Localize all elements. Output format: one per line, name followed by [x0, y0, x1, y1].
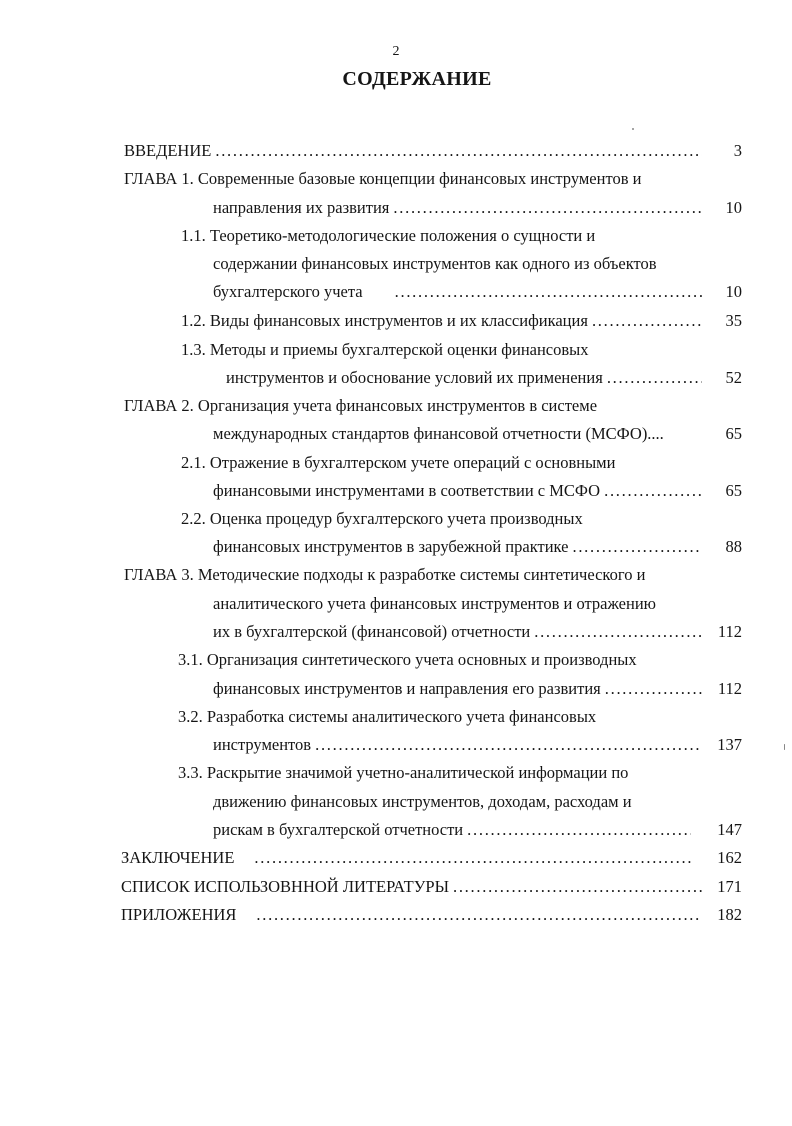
toc-entry-references — [121, 873, 702, 901]
toc-page-number: 52 — [725, 368, 742, 387]
toc-entry-section-3-2-cont — [213, 731, 702, 759]
toc-entry-title: ГЛАВА 2. Организация учета финансовых инструментов в системе — [124, 396, 598, 415]
toc-page-number: 10 — [725, 198, 742, 217]
toc-page-number: 147 — [717, 820, 742, 839]
scan-speck — [632, 128, 634, 130]
leader-dots — [534, 618, 702, 646]
toc-entry-section-1-1-end — [213, 278, 702, 306]
leader-dots — [467, 816, 691, 844]
toc-entry-title: международных стандартов финансовой отчетности (МСФО).... — [213, 424, 664, 443]
toc-entry-title: содержании финансовых инструментов как одного из объектов — [213, 254, 657, 273]
toc-entry-appendix — [121, 901, 702, 929]
toc-page-number: 35 — [725, 311, 742, 330]
toc-entry-title: финансовых инструментов в зарубежной практике — [213, 537, 569, 556]
toc-entry-title: 1.3. Методы и приемы бухгалтерской оценки финансовых — [181, 340, 589, 359]
toc-entry-title: финансовыми инструментами в соответствии с МСФО — [213, 481, 601, 500]
toc-entry-title: бухгалтерского учета — [213, 282, 363, 301]
toc-entry-intro — [124, 137, 702, 165]
toc-entry-title: движению финансовых инструментов, доходам, расходам и — [213, 792, 632, 811]
leader-dots — [604, 477, 702, 505]
toc-entry-title: инструментов и обоснование условий их применения — [226, 368, 603, 387]
leader-dots — [607, 364, 702, 392]
toc-entry-title: аналитического учета финансовых инструментов и отражению — [213, 594, 656, 613]
toc-entry-chapter-3-end — [213, 618, 702, 646]
leader-dots — [215, 137, 702, 165]
toc-entry-title: ПРИЛОЖЕНИЯ — [121, 905, 237, 924]
leader-dots — [453, 873, 702, 901]
toc-entry-chapter-1-cont — [213, 194, 702, 222]
toc-entry-title: СПИСОК ИСПОЛЬЗОВННОЙ ЛИТЕРАТУРЫ — [121, 877, 449, 896]
toc-page-number: 171 — [717, 877, 742, 896]
toc-page-number: 88 — [725, 537, 742, 556]
toc-page-number: 137 — [717, 735, 742, 754]
toc-entry-title: 2.1. Отражение в бухгалтерском учете операций с основными — [181, 453, 616, 472]
toc-entry-title: инструментов — [213, 735, 312, 754]
toc-page-number: 3 — [733, 141, 742, 160]
toc-entry-title: ЗАКЛЮЧЕНИЕ — [121, 848, 235, 867]
toc-page-number: 182 — [717, 905, 742, 924]
toc-entry-section-1-3-cont — [226, 364, 702, 392]
toc-entry-section-2-1-cont — [213, 477, 702, 505]
toc-entry-conclusion — [121, 844, 691, 872]
toc-page-number: 112 — [717, 679, 742, 698]
toc-entry-title: 2.2. Оценка процедур бухгалтерского учета производных — [181, 509, 583, 528]
leader-dots — [315, 731, 702, 759]
toc-page-number: 65 — [725, 424, 742, 443]
toc-entry-title: ВВЕДЕНИЕ — [124, 141, 212, 160]
page-number: 2 — [392, 44, 400, 59]
toc-page-number: 162 — [717, 848, 742, 867]
toc-entry-section-1-2 — [181, 307, 702, 335]
toc-entry-title: 1.2. Виды финансовых инструментов и их классификация — [181, 311, 588, 330]
toc-entry-title: 3.2. Разработка системы аналитического учета финансовых — [178, 707, 597, 726]
toc-entry-title: их в бухгалтерской (финансовой) отчетности — [213, 622, 531, 641]
leader-dots — [572, 533, 702, 561]
toc-entry-title: направления их развития — [213, 198, 390, 217]
toc-entry-title: 3.3. Раскрытие значимой учетно-аналитической информации по — [178, 763, 629, 782]
leader-dots — [605, 675, 702, 703]
leader-dots — [254, 844, 691, 872]
toc-entry-title: ГЛАВА 1. Современные базовые концепции финансовых инструментов и — [124, 169, 642, 188]
leader-dots — [592, 307, 702, 335]
leader-dots — [256, 901, 702, 929]
toc-page-number: 10 — [725, 282, 742, 301]
toc-entry-section-3-3-end — [213, 816, 691, 844]
toc-entry-title: 1.1. Теоретико-методологические положения о сущности и — [181, 226, 596, 245]
toc-entry-title: ГЛАВА 3. Методические подходы к разработке системы синтетического и — [124, 565, 646, 584]
toc-entry-title: рискам в бухгалтерской отчетности — [213, 820, 464, 839]
toc-entry-title: финансовых инструментов и направления его развития — [213, 679, 601, 698]
leader-dots — [395, 278, 702, 306]
scan-speck — [784, 744, 785, 750]
toc-entry-section-3-1-cont — [213, 675, 702, 703]
page-title: СОДЕРЖАНИЕ — [342, 68, 492, 90]
leader-dots — [393, 194, 702, 222]
toc-page-number: 65 — [725, 481, 742, 500]
toc-page-number: 112 — [717, 622, 742, 641]
toc-entry-title: 3.1. Организация синтетического учета основных и производных — [178, 650, 637, 669]
toc-entry-section-2-2-cont — [213, 533, 702, 561]
